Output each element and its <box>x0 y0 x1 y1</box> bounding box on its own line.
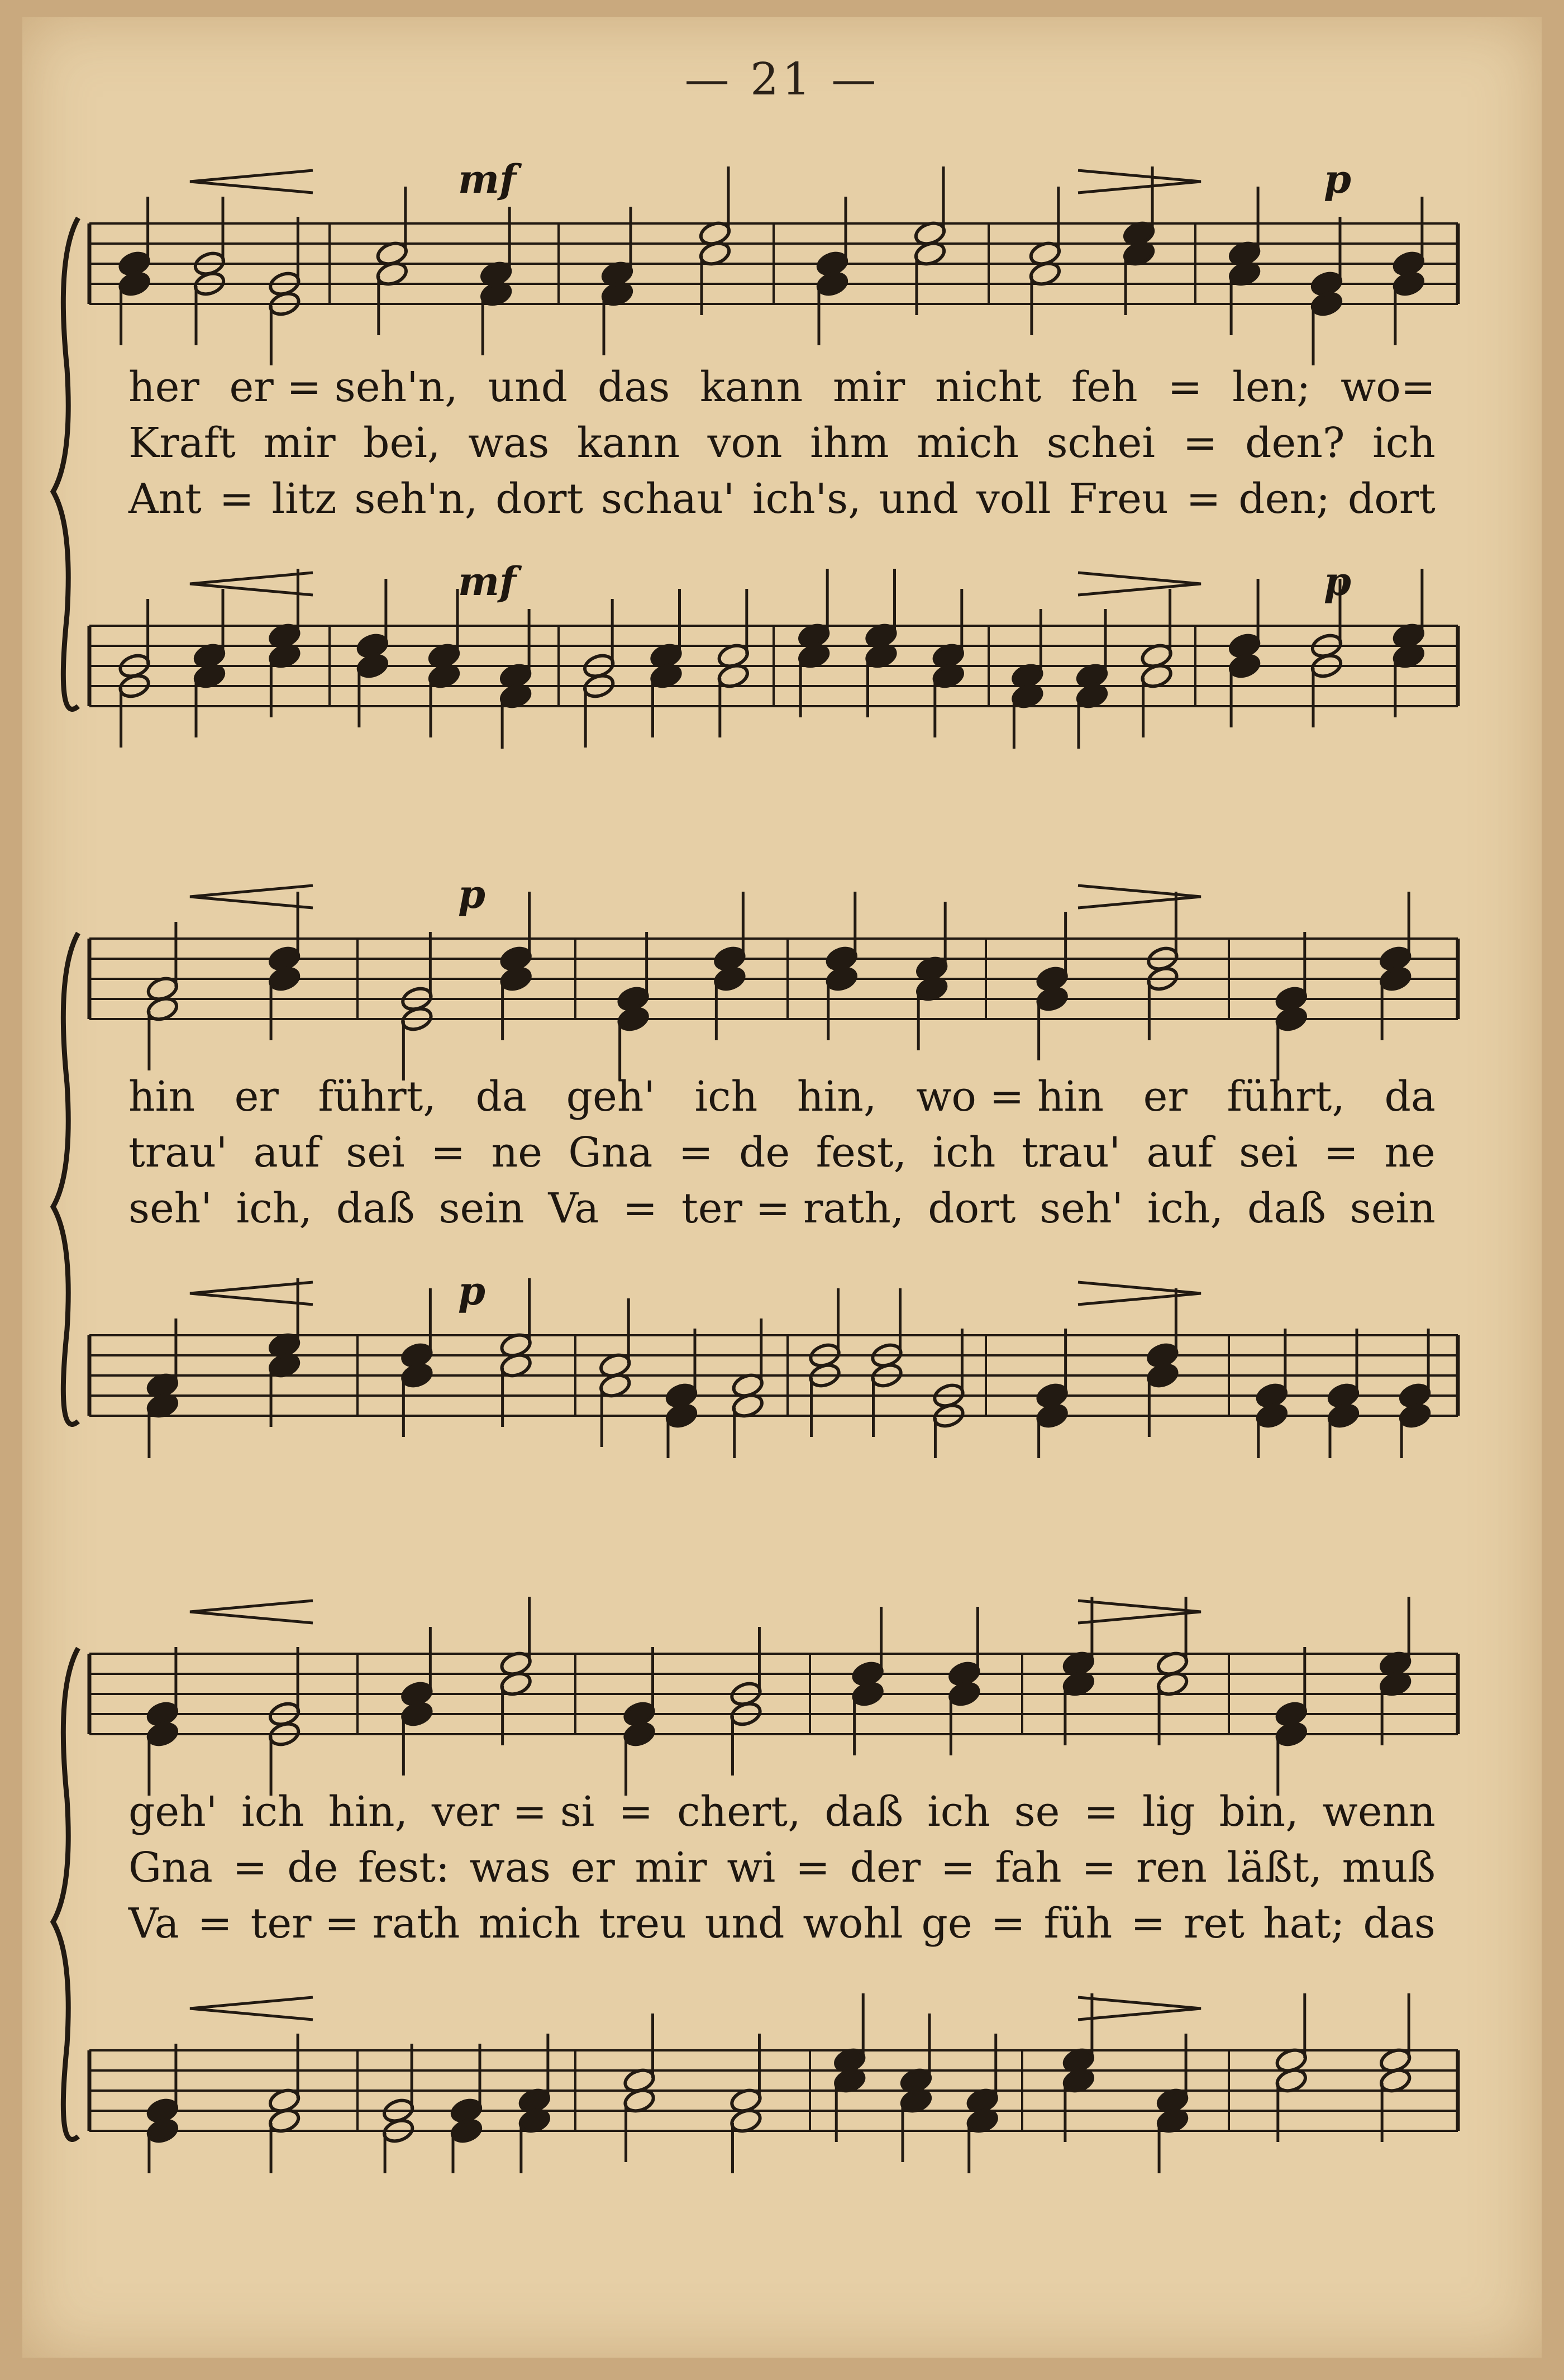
lyric-word: sei <box>346 1129 405 1177</box>
lyric-line <box>128 1129 1436 1184</box>
lyric-word: wenn <box>1322 1788 1436 1836</box>
lyric-word: mir <box>635 1844 707 1892</box>
lyric-word: was <box>468 419 550 467</box>
dynamic-marking: p <box>458 871 485 917</box>
lyric-word: wi <box>727 1844 776 1892</box>
lyric-word: ich's, <box>752 475 861 523</box>
lyric-word: ret <box>1184 1900 1245 1948</box>
lyric-word: geh' <box>128 1788 218 1836</box>
lyric-word: da <box>1384 1073 1436 1121</box>
lyric-word: = <box>1081 1844 1117 1892</box>
lyric-line <box>128 1900 1436 1955</box>
lyric-word: mir <box>263 419 336 467</box>
bass-staff-3 <box>0 1972 1564 2173</box>
lyric-word: = <box>1182 419 1218 467</box>
lyric-word: ich, <box>1147 1184 1224 1232</box>
lyric-word: das <box>597 363 670 411</box>
decrescendo-hairpin <box>1078 1997 1201 2020</box>
lyric-word: se <box>1014 1788 1060 1836</box>
note-head <box>1310 290 1343 318</box>
lyric-word: = <box>219 475 254 523</box>
lyric-word: ich <box>1372 419 1436 467</box>
lyric-word: ich, <box>236 1184 312 1232</box>
note-head <box>499 965 532 993</box>
lyric-word: hin, <box>797 1073 877 1121</box>
lyric-line <box>128 1788 1436 1844</box>
lyric-word: ter = rath <box>250 1900 460 1948</box>
lyric-word: dort <box>928 1184 1016 1232</box>
lyric-word: geh' <box>566 1073 655 1121</box>
lyric-word: ren <box>1136 1844 1207 1892</box>
note-head <box>622 1720 656 1748</box>
note-head <box>1379 965 1412 993</box>
lyric-word: schau' <box>600 475 735 523</box>
lyric-word: = <box>990 1900 1026 1948</box>
lyric-word: führt, <box>1227 1073 1345 1121</box>
page-number: — 21 — <box>684 53 880 105</box>
lyric-word: litz <box>271 475 337 523</box>
dynamic-marking: mf <box>458 156 517 202</box>
lyric-word: = <box>1186 475 1221 523</box>
lyric-word: läßt, <box>1227 1844 1323 1892</box>
lyric-word: den? <box>1245 419 1345 467</box>
note-head <box>1146 1362 1179 1389</box>
lyric-line <box>128 419 1436 475</box>
lyric-word: wo = hin <box>916 1073 1104 1121</box>
lyric-word: daß <box>336 1184 415 1232</box>
note-head <box>1327 1402 1360 1430</box>
treble-staff-1 <box>0 145 1564 346</box>
lyrics-block-2 <box>128 1073 1436 1240</box>
lyric-word: auf <box>253 1129 320 1177</box>
note-head <box>713 965 746 993</box>
bass-staff-1 <box>0 548 1564 749</box>
lyric-word: = <box>232 1844 268 1892</box>
lyric-word: feh <box>1071 363 1138 411</box>
lyric-word: Gna <box>568 1129 653 1177</box>
lyric-word: voll <box>976 475 1051 523</box>
lyric-word: seh'n, <box>354 475 478 523</box>
lyric-word: von <box>707 419 783 467</box>
note-head <box>400 1700 433 1728</box>
decrescendo-hairpin <box>1078 1601 1201 1623</box>
lyric-word: bin, <box>1219 1788 1299 1836</box>
lyric-word: = <box>1323 1129 1358 1177</box>
crescendo-hairpin <box>190 886 313 908</box>
lyric-word: Va <box>548 1184 599 1232</box>
lyric-word: nicht <box>934 363 1042 411</box>
lyric-line <box>128 475 1436 531</box>
lyric-word: her <box>128 363 199 411</box>
lyric-word: kann <box>576 419 680 467</box>
lyric-word: führt, <box>318 1073 436 1121</box>
lyric-word: füh <box>1043 1900 1113 1948</box>
lyric-word: mir <box>833 363 905 411</box>
lyric-word: ihm <box>810 419 889 467</box>
lyric-line <box>128 1184 1436 1240</box>
lyric-word: ter = rath, <box>681 1184 904 1232</box>
decrescendo-hairpin <box>1078 170 1201 193</box>
lyric-word: und <box>879 475 959 523</box>
lyric-word: ich <box>694 1073 758 1121</box>
lyric-word: = <box>623 1184 658 1232</box>
lyric-word: Va <box>128 1900 179 1948</box>
note-head <box>1392 270 1425 298</box>
note-head <box>1275 1720 1308 1748</box>
lyric-word: mich <box>478 1900 581 1948</box>
note-head <box>1255 1402 1289 1430</box>
note-head <box>400 1362 433 1389</box>
lyric-word: Freu <box>1069 475 1169 523</box>
lyric-word: fest, <box>816 1129 907 1177</box>
lyrics-block-1 <box>128 363 1436 531</box>
lyric-word: er <box>570 1844 615 1892</box>
lyric-word: = <box>431 1129 466 1177</box>
lyric-word: = <box>1167 363 1203 411</box>
lyric-word: seh' <box>128 1184 212 1232</box>
lyric-word: len; <box>1232 363 1311 411</box>
lyric-word: = <box>795 1844 831 1892</box>
note-head <box>816 270 849 298</box>
note-head <box>1275 1005 1308 1033</box>
lyric-word: daß <box>824 1788 904 1836</box>
note-head <box>947 1680 981 1708</box>
lyric-word: wohl <box>803 1900 903 1948</box>
lyric-word: ge <box>921 1900 972 1948</box>
note-head <box>356 652 389 680</box>
lyric-word: muß <box>1342 1844 1436 1892</box>
lyric-word: ne <box>1384 1129 1436 1177</box>
lyric-word: = <box>618 1788 654 1836</box>
note-head <box>268 965 301 993</box>
lyric-word: = <box>197 1900 232 1948</box>
decrescendo-hairpin <box>1078 1282 1201 1305</box>
lyric-word: und <box>704 1900 785 1948</box>
lyric-word: = <box>678 1129 713 1177</box>
note-head <box>1035 1402 1069 1430</box>
dynamic-marking: p <box>1324 156 1351 202</box>
crescendo-hairpin <box>190 1601 313 1623</box>
lyric-word: ich <box>932 1129 996 1177</box>
lyric-word: ver = si <box>431 1788 595 1836</box>
treble-staff-2 <box>0 860 1564 1062</box>
lyric-word: er <box>234 1073 279 1121</box>
bass-staff-2 <box>0 1257 1564 1458</box>
note-head <box>1228 652 1261 680</box>
dynamic-marking: mf <box>458 558 517 604</box>
lyric-word: seh' <box>1040 1184 1123 1232</box>
dynamic-marking: p <box>458 1268 485 1314</box>
lyric-line <box>128 1073 1436 1129</box>
decrescendo-hairpin <box>1078 886 1201 908</box>
lyric-word: sei <box>1239 1129 1298 1177</box>
lyric-word: treu <box>599 1900 686 1948</box>
lyric-word: ich <box>927 1788 990 1836</box>
crescendo-hairpin <box>190 573 313 595</box>
lyric-word: mich <box>917 419 1019 467</box>
lyric-word: hat; <box>1262 1900 1345 1948</box>
crescendo-hairpin <box>190 1997 313 2020</box>
note-head <box>851 1680 884 1708</box>
note-head <box>117 270 151 298</box>
note-head <box>146 2117 179 2145</box>
lyric-word: bei, <box>363 419 441 467</box>
lyric-word: hin, <box>328 1788 408 1836</box>
lyric-word: er <box>1143 1073 1188 1121</box>
crescendo-hairpin <box>190 170 313 193</box>
dynamic-marking: p <box>1324 558 1351 604</box>
lyric-word: fah <box>995 1844 1062 1892</box>
lyric-word: daß <box>1247 1184 1326 1232</box>
treble-staff-3 <box>0 1575 1564 1777</box>
lyric-word: de <box>739 1129 790 1177</box>
lyric-word: ne <box>491 1129 542 1177</box>
lyric-word: = <box>1131 1900 1166 1948</box>
lyric-word: trau' <box>1021 1129 1121 1177</box>
lyric-word: Ant <box>128 475 202 523</box>
lyric-word: schei <box>1046 419 1156 467</box>
note-head <box>450 2117 483 2145</box>
lyric-word: sein <box>438 1184 524 1232</box>
note-head <box>665 1402 698 1430</box>
lyric-word: ich <box>241 1788 304 1836</box>
lyric-word: und <box>488 363 568 411</box>
note-head <box>1035 985 1069 1013</box>
note-head <box>825 965 859 993</box>
lyric-word: der <box>850 1844 921 1892</box>
lyric-word: de <box>287 1844 338 1892</box>
lyric-word: lig <box>1142 1788 1195 1836</box>
decrescendo-hairpin <box>1078 573 1201 595</box>
lyric-word: dort <box>495 475 584 523</box>
lyric-word: kann <box>700 363 803 411</box>
lyric-word: chert, <box>677 1788 801 1836</box>
lyric-word: auf <box>1146 1129 1213 1177</box>
lyric-word: fest: <box>358 1844 450 1892</box>
lyric-word: er = seh'n, <box>229 363 458 411</box>
lyric-word: = <box>940 1844 975 1892</box>
lyric-word: den; <box>1238 475 1331 523</box>
lyric-word: sein <box>1350 1184 1436 1232</box>
lyric-word: was <box>469 1844 551 1892</box>
note-head <box>616 1005 650 1033</box>
note-head <box>1398 1402 1432 1430</box>
note-head <box>146 1720 179 1748</box>
lyric-word: dort <box>1347 475 1436 523</box>
lyric-line <box>128 363 1436 419</box>
lyric-word: hin <box>128 1073 195 1121</box>
lyric-word: wo= <box>1340 363 1436 411</box>
lyrics-block-3 <box>128 1788 1436 1955</box>
lyric-word: das <box>1363 1900 1436 1948</box>
lyric-word: trau' <box>128 1129 228 1177</box>
lyric-word: da <box>475 1073 527 1121</box>
lyric-word: Gna <box>128 1844 213 1892</box>
crescendo-hairpin <box>190 1282 313 1305</box>
lyric-word: = <box>1084 1788 1119 1836</box>
lyric-line <box>128 1844 1436 1900</box>
lyric-word: Kraft <box>128 419 236 467</box>
